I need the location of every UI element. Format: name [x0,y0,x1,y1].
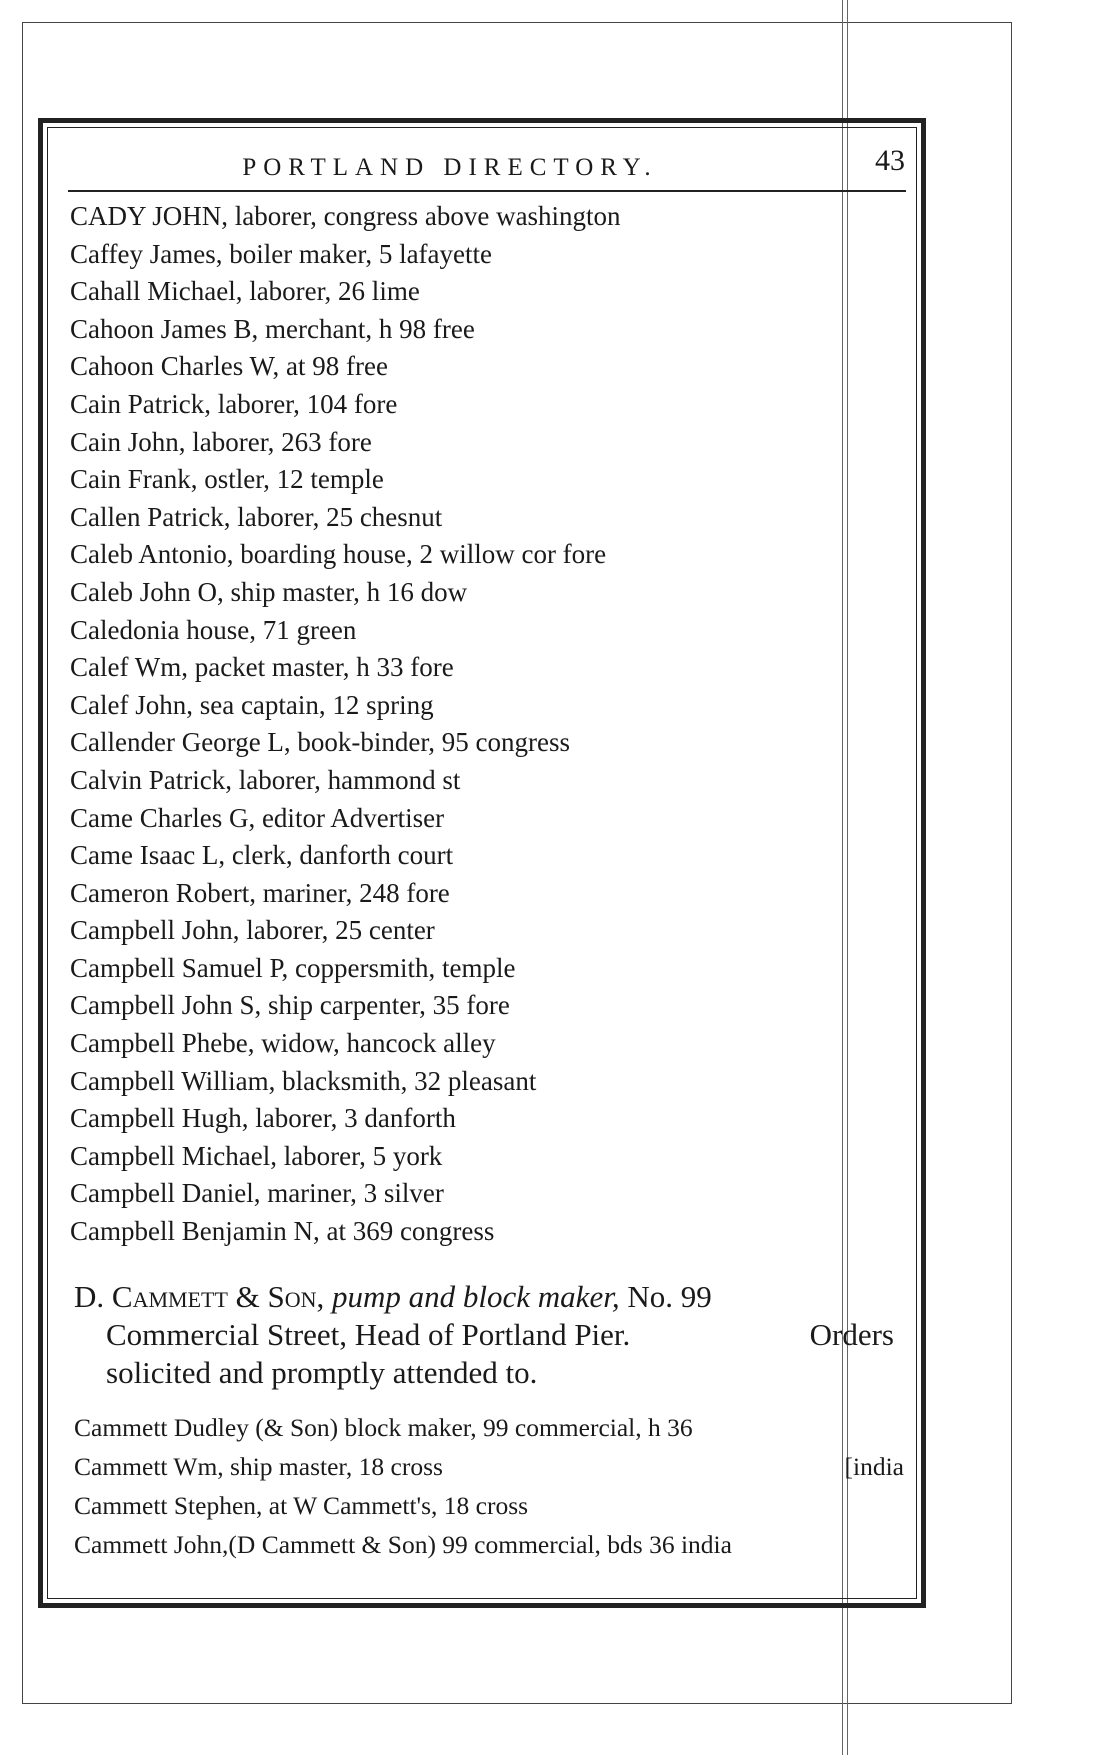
directory-entry: Campbell Daniel, mariner, 3 silver [70,1178,444,1209]
header-rule [68,190,906,192]
directory-entry: CADY JOHN, laborer, congress above washington [70,201,621,231]
directory-entry: Campbell John, laborer, 25 center [70,915,435,946]
directory-entry: Came Charles G, editor Advertiser [70,802,445,833]
entry-text: Cammett John,(D Cammett & Son) 99 commercial, bds 36 india [74,1530,732,1559]
advertiser-trade: pump and block maker, [332,1279,620,1314]
directory-entries-continued [74,1408,904,1564]
directory-entry: Cameron Robert, mariner, 248 fore [70,877,450,908]
directory-entry: Cain Patrick, laborer, 104 fore [70,388,398,419]
directory-entry: Campbell Samuel P, coppersmith, temple [70,952,516,983]
directory-entries [70,198,910,1251]
directory-entry: Campbell Phebe, widow, hancock alley [70,1028,496,1059]
advertiser-orders: Orders [809,1317,894,1352]
directory-entry: Caledonia house, 71 green [70,614,357,645]
running-head: PORTLAND DIRECTORY. [242,154,658,181]
directory-entry: Cain Frank, ostler, 12 temple [70,464,384,495]
directory-entry: Calef John, sea captain, 12 spring [70,689,434,720]
directory-entry: Campbell William, blacksmith, 32 pleasant [70,1065,537,1096]
directory-entry [74,1447,904,1486]
directory-entry: Campbell Benjamin N, at 369 congress [70,1216,495,1247]
directory-entry: Calvin Patrick, laborer, hammond st [70,764,461,795]
advertisement-line [74,1278,894,1316]
directory-entry: Caleb Antonio, boarding house, 2 willow cor fore [70,539,607,570]
directory-entry: Cahoon Charles W, at 98 free [70,351,388,382]
entry-text: Cammett Stephen, at W Cammett's, 18 cross [74,1491,529,1520]
directory-entry: Cahall Michael, laborer, 26 lime [70,276,420,307]
directory-entry: Callender George L, book-binder, 95 congress [70,727,571,758]
directory-entry: Cain John, laborer, 263 fore [70,426,372,457]
directory-entry [74,1525,904,1564]
entry-text: Cammett Dudley (& Son) block maker, 99 commercial, h 36 [74,1413,693,1442]
directory-entry: Callen Patrick, laborer, 25 chesnut [70,501,443,532]
directory-entry: Campbell Hugh, laborer, 3 danforth [70,1103,456,1134]
advertisement-line: solicited and promptly attended to. [106,1355,538,1390]
advertiser-address: Commercial Street, Head of Portland Pier. [106,1317,631,1352]
directory-entry [74,1408,904,1447]
entry-text: Cammett Wm, ship master, 18 cross [74,1452,443,1481]
page-header [55,144,905,190]
advertiser-address-number: No. 99 [627,1279,712,1314]
advertisement-line [74,1316,894,1354]
advertisement-block [74,1278,894,1392]
directory-entry: Came Isaac L, clerk, danforth court [70,840,454,871]
directory-entry: Cahoon James B, merchant, h 98 free [70,313,475,344]
directory-entry: Calef Wm, packet master, h 33 fore [70,652,454,683]
advertiser-name: D. Cammett & Son, [74,1279,325,1314]
page-number: 43 [875,144,905,177]
directory-entry [74,1486,904,1525]
directory-entry: Caffey James, boiler maker, 5 lafayette [70,238,492,269]
directory-entry: Caleb John O, ship master, h 16 dow [70,576,468,607]
entry-overflow: [india [844,1452,904,1481]
directory-entry: Campbell John S, ship carpenter, 35 fore [70,990,510,1021]
directory-entry: Campbell Michael, laborer, 5 york [70,1140,443,1171]
